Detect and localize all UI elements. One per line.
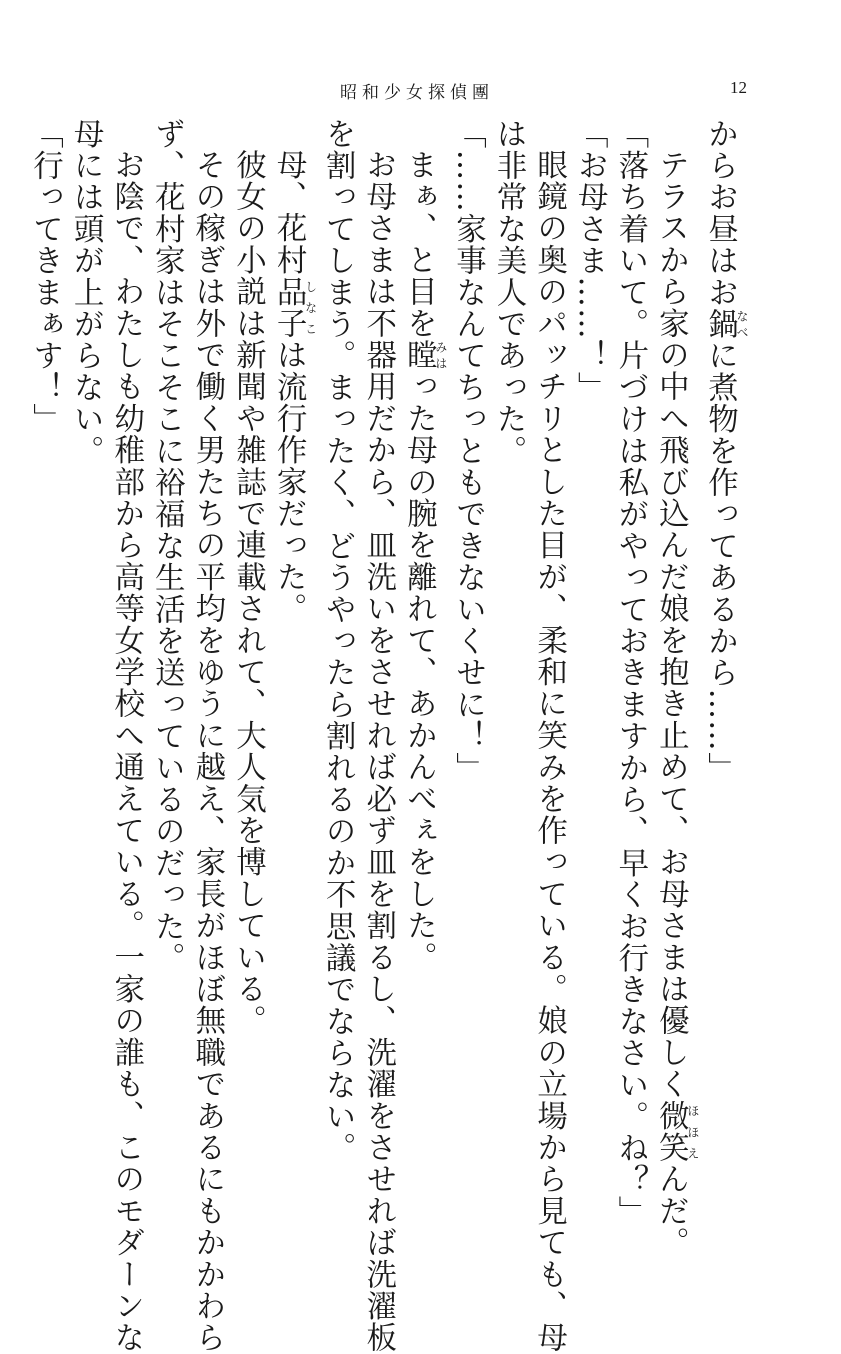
text-segment: った母の腕を離れて、あかんべぇをした。 <box>401 370 437 974</box>
text-segment: からお昼はお <box>702 118 738 309</box>
ruby-annotation <box>271 275 318 340</box>
ruby-annotation <box>401 339 448 371</box>
text-line: を割ってしまう。まったく、どうやったら割れるのか不思議でならない。 <box>320 118 356 1165</box>
text-line: お母さまは不器用だから、皿洗いをさせれば必ず皿を割るし、洗濯をさせれば洗濯板 <box>360 149 396 1354</box>
ruby-reading: ほほえ <box>685 1100 700 1164</box>
text-line: その稼ぎは外で働く男たちの平均をゆうに越え、家長がほぼ無職であるにもかかわら <box>189 149 225 1354</box>
text-line: は非常な美人であった。 <box>491 118 527 467</box>
ruby-base: 品子 <box>271 275 307 340</box>
running-head-title: 昭和少女探偵團 <box>340 83 494 103</box>
text-segment: に煮物を作ってあるから……」 <box>702 339 738 784</box>
text-segment: 母、花村 <box>271 149 307 276</box>
ruby-base: 鍋 <box>702 308 738 340</box>
text-line: ず、花村家はそこそこに裕福な生活を送っているのだった。 <box>149 118 185 974</box>
vertical-text-body <box>27 118 749 1354</box>
page-number: 12 <box>730 78 747 97</box>
ruby-base: 微笑 <box>653 1100 689 1164</box>
text-line: 眼鏡の奥のパッチリとした目が、柔和に笑みを作っている。娘の立場から見ても、母 <box>531 149 567 1354</box>
text-line: 「行ってきまぁす！」 <box>27 118 63 435</box>
text-line: 「……家事なんてちっともできないくせに！」 <box>450 118 486 784</box>
text-segment: まぁ、と目を <box>401 149 437 340</box>
text-line <box>650 118 700 1259</box>
ruby-base: 瞠 <box>401 339 437 371</box>
text-line <box>398 118 447 1158</box>
text-line: 母には頭が上がらない。 <box>68 118 104 467</box>
text-line <box>267 118 316 1158</box>
ruby-annotation <box>653 1100 700 1164</box>
text-segment: んだ。 <box>653 1163 689 1259</box>
text-line: 彼女の小説は新聞や雑誌で連載されて、大人気を博している。 <box>230 149 266 1037</box>
text-segment: は流行作家だった。 <box>271 339 307 625</box>
text-line: 「落ち着いて。片づけは私がやっておきますから、早くお行きなさい。ね？」 <box>612 118 648 1228</box>
text-line: お陰で、わたしも幼稚部から高等女学校へ通えている。一家の誰も、このモダーンな <box>108 149 144 1354</box>
ruby-reading: なべ <box>735 308 749 340</box>
text-line <box>699 118 748 1158</box>
ruby-annotation <box>702 308 749 340</box>
text-line: 「お母さま……！」 <box>572 118 608 404</box>
text-segment: テラスから家の中へ飛び込んだ娘を抱き止めて、お母さまは優しく <box>653 149 689 1100</box>
ruby-reading: みは <box>433 339 448 371</box>
ruby-reading: しなこ <box>303 275 318 340</box>
